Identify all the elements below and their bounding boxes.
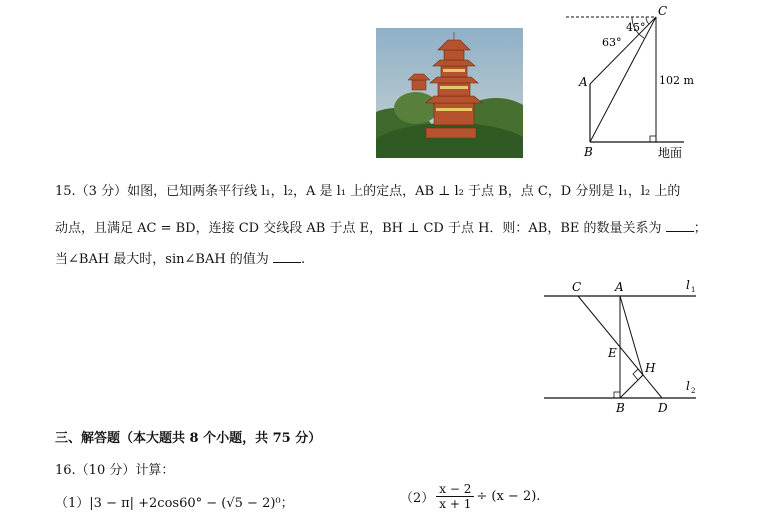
label-C: C [658, 4, 668, 18]
label-l1: l [686, 278, 690, 292]
line-AC [590, 17, 656, 84]
figure-angle-diagram [562, 4, 702, 164]
q16-part2: （2） $\frac{x - 2}{x + 1}$ ÷ (x − 2). [400, 482, 541, 511]
ground-label: 地面 [658, 146, 683, 160]
q15-line2-wrap: 动点，且满足 AC = BD，连接 CD 交线段 AB 于点 E，BH ⊥ CD 于点 H．则：AB，BE 的数量关系为 ； [55, 221, 707, 236]
q15-line1: 15.（3 分）如图，已知两条平行线 l₁，l₂，A 是 l₁ 上的定点，AB ⊥ l₂ 于点 B，点 C，D 分别是 l₁，l₂ 上的 [55, 184, 681, 199]
label-D: D [658, 401, 668, 415]
svg-text:2: 2 [691, 387, 696, 395]
label-A: A [615, 280, 624, 294]
label-B: B [584, 145, 593, 159]
tower-photo [376, 28, 523, 158]
section-title: 三、解答题（本大题共 8 个小题，共 75 分） [55, 431, 322, 446]
label-l2: l [686, 379, 690, 393]
q15-line2: 动点，且满足 AC = BD，连接 CD 交线段 AB 于点 E，BH ⊥ CD 于点 H．则：AB，BE 的数量关系为 [55, 221, 662, 236]
segment-AH [620, 296, 643, 375]
svg-text:1: 1 [691, 286, 696, 294]
q16-title: 16.（10 分）计算： [55, 463, 175, 478]
height-label: 102 m [659, 74, 694, 87]
fraction: $\frac{x - 2}{x + 1}$ [436, 482, 474, 511]
angle-63-label: 63° [602, 36, 622, 49]
line-BC [590, 17, 656, 142]
label-A: A [579, 75, 588, 89]
answer-blank-1[interactable] [666, 220, 694, 232]
right-angle-mark [650, 136, 656, 142]
q15-line3: 当∠BAH 最大时，sin∠BAH 的值为 [55, 252, 269, 267]
label-E: E [608, 346, 617, 360]
q16-part1: （1）|3 − π| +2cos60° − (√5 − 2)⁰； [55, 496, 294, 511]
q16-part1-expr: |3 − π| +2cos60° − (√5 − 2)⁰； [89, 496, 294, 511]
label-B: B [616, 401, 625, 415]
label-C: C [572, 280, 582, 294]
figure-parallel-lines [540, 278, 700, 416]
q15-line3-wrap: 当∠BAH 最大时，sin∠BAH 的值为 . [55, 252, 306, 267]
answer-blank-2[interactable] [273, 251, 301, 263]
angle-45-label: 45° [626, 21, 646, 34]
label-H: H [645, 361, 656, 375]
